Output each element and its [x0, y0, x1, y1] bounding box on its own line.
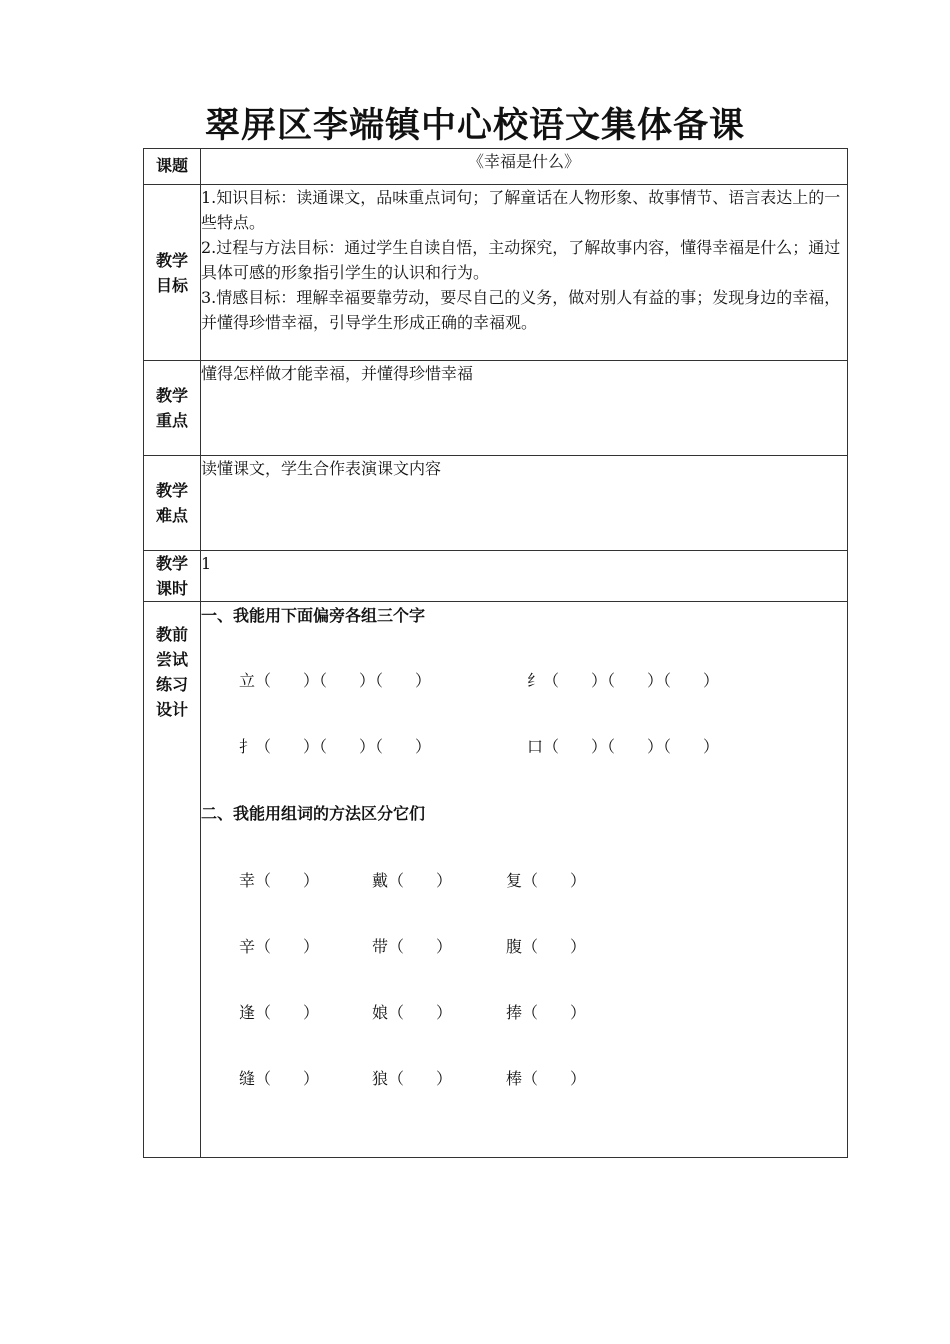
difficulty-row: [144, 456, 848, 551]
lesson-plan-table: [143, 148, 848, 1158]
word-item: 带（ ）: [372, 937, 453, 956]
word-item: 辛（ ）: [239, 937, 320, 956]
radical-item: 立（ ）（ ）（ ）: [239, 671, 432, 690]
section1-title: 一、我能用下面偏旁各组三个字: [201, 606, 426, 625]
word-item: 狼（ ）: [372, 1069, 453, 1088]
radical-item: 扌（ ）（ ）（ ）: [239, 737, 432, 756]
word-item: 娘（ ）: [372, 1003, 453, 1022]
word-item: 复（ ）: [506, 871, 587, 890]
section2-row: [239, 934, 839, 956]
topic-label: 课题: [144, 149, 201, 185]
focus-label: 教学 重点: [144, 361, 201, 456]
section2-grid: [239, 868, 839, 1088]
word-item: 逢（ ）: [239, 1003, 320, 1022]
goals-row: [144, 185, 848, 361]
focus-value: 懂得怎样做才能幸福，并懂得珍惜幸福: [201, 361, 848, 456]
practice-row: [144, 602, 848, 1158]
page-title: 翠屏区李端镇中心校语文集体备课: [204, 106, 745, 146]
goal-item: 2.过程与方法目标：通过学生自读自悟，主动探究，了解故事内容，懂得幸福是什么；通过具体可感的形象指引学生的认识和行为。: [201, 238, 841, 282]
goal-item: 3.情感目标：理解幸福要靠劳动，要尽自己的义务，做对别人有益的事；发现身边的幸福，并懂得珍惜幸福，引导学生形成正确的幸福观。: [201, 288, 841, 332]
word-item: 棒（ ）: [506, 1069, 587, 1088]
difficulty-label: 教学 难点: [144, 456, 201, 551]
section1-row: [239, 734, 839, 756]
focus-row: [144, 361, 848, 456]
word-item: 幸（ ）: [239, 871, 320, 890]
word-item: 腹（ ）: [506, 937, 587, 956]
radical-item: 口（ ）（ ）（ ）: [527, 737, 720, 756]
hours-label: 教学 课时: [144, 551, 201, 602]
goals-value: [201, 185, 848, 361]
hours-row: [144, 551, 848, 602]
goal-item: 1.知识目标：读通课文，品味重点词句；了解童话在人物形象、故事情节、语言表达上的一些特点。: [201, 188, 841, 232]
section2-title: 二、我能用组词的方法区分它们: [201, 804, 426, 823]
difficulty-value: 读懂课文，学生合作表演课文内容: [201, 456, 848, 551]
section1-grid: [239, 668, 839, 756]
word-item: 缝（ ）: [239, 1069, 320, 1088]
topic-value: 《幸福是什么》: [201, 149, 848, 185]
topic-row: [144, 149, 848, 185]
section2-row: [239, 1000, 839, 1022]
word-item: 捧（ ）: [506, 1003, 587, 1022]
section2-row: [239, 1066, 839, 1088]
practice-label: 教前 尝试 练习 设计: [144, 602, 201, 1158]
practice-value: [201, 602, 848, 1158]
hours-value: 1: [201, 551, 848, 602]
radical-item: 纟（ ）（ ）（ ）: [527, 671, 720, 690]
section2-row: [239, 868, 839, 890]
goals-label: 教学 目标: [144, 185, 201, 361]
word-item: 戴（ ）: [372, 871, 453, 890]
section1-row: [239, 668, 839, 690]
